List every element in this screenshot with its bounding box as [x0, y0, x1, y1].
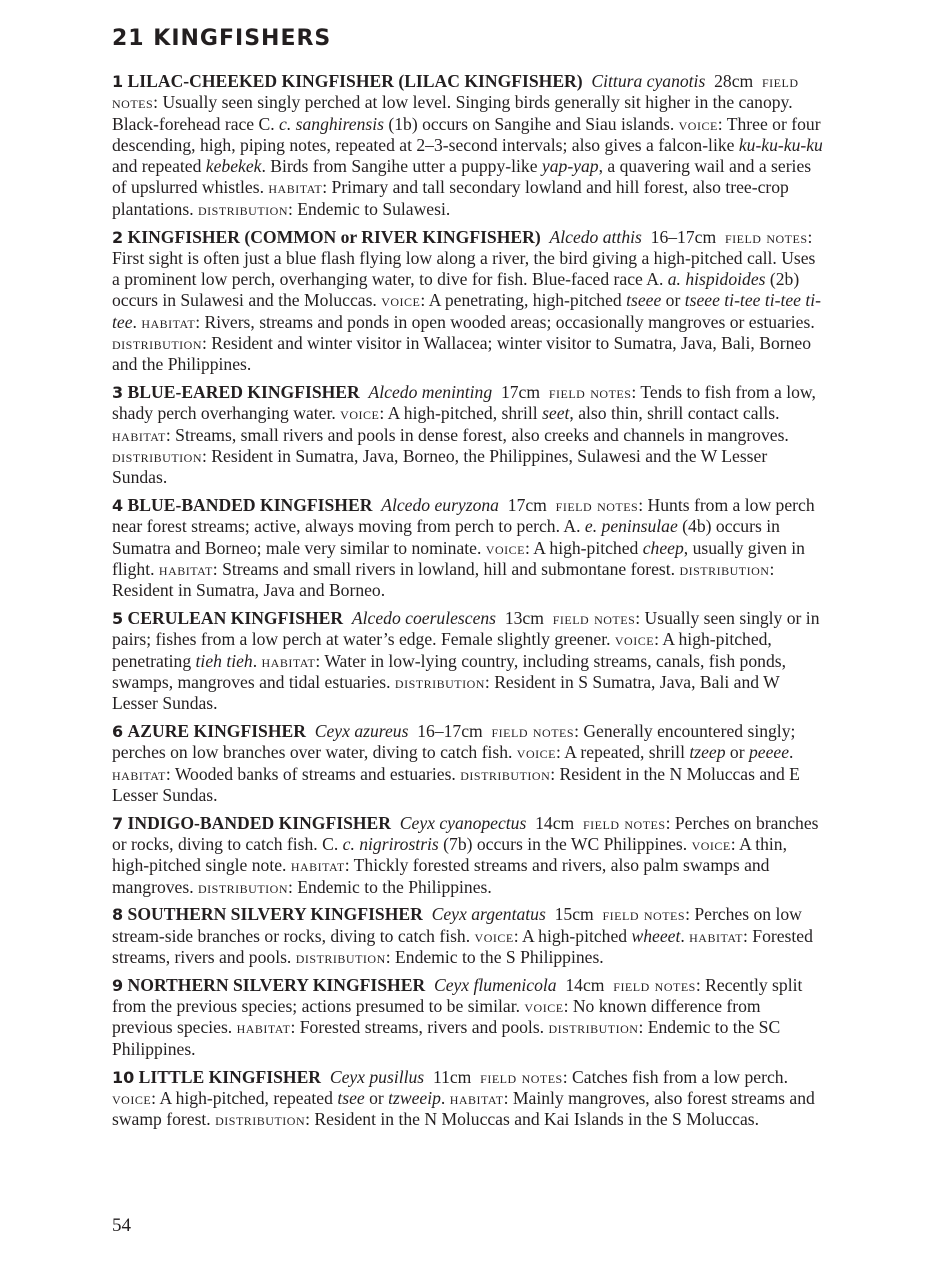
section-label: habitat [236, 1017, 291, 1038]
species-name: INDIGO-BANDED KINGFISHER [127, 812, 391, 833]
description-text: : Resident in Sumatra, Java and Borneo. [112, 559, 775, 601]
species-number: 4 [112, 496, 124, 516]
section-label: field notes [552, 608, 636, 629]
description-text: , a quavering wail and a series of upslurred whistles. [112, 156, 812, 198]
page-body [112, 26, 824, 1137]
description-text: : Resident in the N Moluccas and Kai Islands in the S Moluccas. [305, 1109, 760, 1130]
description-text: : A high-pitched, shrill [379, 403, 543, 424]
scientific-name: Alcedo meninting [368, 382, 493, 403]
body-length: 17cm [507, 495, 547, 516]
scientific-name: Ceyx azureus [314, 721, 409, 742]
section-label: habitat [158, 559, 213, 580]
species-entry [112, 495, 824, 601]
italic-text: a. hispidoides [667, 269, 766, 290]
description-text: : Endemic to the SC Philippines. [112, 1017, 781, 1059]
description-text: : Mainly mangroves, also forest streams and swamp forest. [112, 1087, 815, 1130]
section-label: field notes [555, 495, 639, 516]
species-number: 10 [112, 1067, 135, 1087]
species-name: LILAC-CHEEKED KINGFISHER (LILAC KINGFISHER) [127, 71, 583, 91]
description-text: : Water in low-lying country, including streams, canals, fish ponds, swamps, mangroves and tidal estuaries. [112, 650, 786, 693]
italic-text: e. peninsulae [584, 516, 678, 537]
species-number: 6 [112, 722, 124, 742]
species-number: 5 [112, 609, 124, 629]
description-text: : Hunts from a low perch near forest streams; active, always moving from perch to perch. A. [112, 495, 815, 537]
description-text: or [364, 1087, 389, 1108]
description-text: : Usually seen singly or in pairs; fishes from a low perch at water’s edge. Female slightly greener. [112, 608, 820, 650]
section-label: distribution [548, 1017, 639, 1038]
italic-text: cheep [642, 537, 684, 558]
description-text: : Usually seen singly perched at low level. Singing birds generally sit higher in the canopy. Black-forehead race C. [112, 92, 793, 134]
species-number: 8 [112, 905, 124, 925]
italic-text: tsee [337, 1087, 365, 1108]
italic-text: tseee [626, 290, 662, 311]
description-text: : Resident and winter visitor in Wallacea; winter visitor to Sumatra, Java, Bali, Borneo and the Philippines. [112, 333, 812, 375]
section-label: voice [614, 629, 655, 650]
section-label: voice [678, 113, 718, 134]
italic-text: tzweeip [388, 1087, 441, 1108]
description-text: . [440, 1087, 450, 1108]
body-length: 17cm [500, 382, 541, 403]
section-label: habitat [141, 311, 196, 332]
description-text: : Perches on branches or rocks, diving to catch fish. C. [112, 812, 819, 855]
scientific-name: Alcedo coerulescens [351, 608, 497, 629]
description-text: : Perches on low stream-side branches or rocks, diving to catch fish. [112, 904, 802, 946]
species-number: 2 [112, 227, 124, 247]
section-label: field notes [602, 904, 686, 925]
species-entry [112, 721, 824, 806]
species-entry [112, 1067, 824, 1131]
scientific-name: Alcedo euryzona [381, 495, 499, 516]
body-length: 16–17cm [650, 226, 717, 247]
description-text: : A high-pitched, repeated [151, 1087, 338, 1108]
description-text: . [789, 742, 794, 763]
description-text: (2b) occurs in Sulawesi and the Moluccas. [112, 269, 800, 311]
description-text: : Primary and tall secondary lowland and hill forest, also tree-crop plantations. [112, 177, 789, 219]
chapter-title: 21 KINGFISHERS [112, 26, 332, 51]
section-label: habitat [261, 650, 316, 671]
species-name: KINGFISHER (COMMON or RIVER KINGFISHER) [127, 226, 541, 247]
description-text: : A repeated, shrill [555, 742, 690, 763]
section-label: voice [524, 996, 564, 1017]
section-label: field notes [491, 721, 575, 742]
species-name: BLUE-EARED KINGFISHER [127, 382, 360, 403]
section-label: field notes [480, 1066, 563, 1087]
body-length: 28cm [714, 71, 754, 91]
description-text: and repeated [112, 156, 206, 177]
scientific-name: Cittura cyanotis [591, 71, 706, 91]
description-text: : Forested streams, rivers and pools. [112, 925, 813, 968]
description-text: or [661, 290, 685, 311]
italic-text: c. nigrirostris [342, 834, 439, 855]
description-text: : Thickly forested streams and rivers, also palm swamps and mangroves. [112, 855, 770, 897]
section-label: field notes [112, 71, 799, 113]
italic-text: ku-ku-ku-ku [738, 134, 823, 155]
description-text: : A thin, high-pitched single note. [112, 834, 787, 876]
italic-text: peeee [748, 742, 790, 763]
species-entry [112, 813, 824, 898]
page-number: 54 [112, 1215, 131, 1236]
body-length: 14cm [535, 812, 575, 833]
section-label: habitat [290, 855, 345, 876]
description-text: : Rivers, streams and ponds in open wooded areas; occasionally mangroves or estuaries. [195, 311, 815, 332]
description-text: : No known difference from previous species. [112, 996, 761, 1038]
section-label: voice [112, 1087, 152, 1108]
section-label: habitat [268, 177, 323, 198]
species-name: BLUE-BANDED KINGFISHER [127, 495, 373, 516]
body-length: 16–17cm [417, 721, 483, 742]
species-number: 3 [112, 383, 124, 403]
species-name: CERULEAN KINGFISHER [127, 608, 344, 629]
scientific-name: Ceyx argentatus [431, 904, 546, 925]
description-text: : Endemic to the Philippines. [288, 876, 492, 897]
section-label: voice [340, 403, 380, 424]
species-number: 9 [112, 975, 124, 995]
body-length: 11cm [432, 1066, 472, 1087]
species-name: AZURE KINGFISHER [127, 721, 306, 742]
section-label: distribution [198, 876, 288, 897]
species-name: NORTHERN SILVERY KINGFISHER [127, 974, 426, 995]
description-text: (4b) occurs in Sumatra and Borneo; male very similar to nominate. [112, 516, 780, 558]
italic-text: wheeet [631, 925, 681, 946]
scientific-name: Ceyx flumenicola [433, 974, 557, 995]
section-label: distribution [679, 559, 770, 580]
body-length: 15cm [554, 904, 594, 925]
body-length: 14cm [565, 974, 605, 995]
species-number: 1 [112, 72, 124, 91]
italic-text: tseee ti-tee ti-tee ti-tee [112, 290, 822, 332]
description-text: : A high-pitched [524, 537, 643, 558]
italic-text: yap-yap [541, 156, 599, 177]
description-text: . [132, 311, 142, 332]
species-entry [112, 227, 824, 376]
section-label: distribution [112, 446, 202, 467]
description-text: : Catches fish from a low perch. [562, 1066, 788, 1087]
section-label: field notes [724, 226, 808, 247]
italic-text: c. sanghirensis [279, 113, 384, 134]
section-label: voice [485, 537, 525, 558]
description-text: , usually given in flight. [112, 537, 805, 580]
description-text: : Endemic to the S Philippines. [385, 947, 604, 968]
species-number: 7 [112, 813, 124, 833]
description-text: : Recently split from the previous species; actions presumed to be similar. [112, 974, 803, 1017]
description-text: : Wooded banks of streams and estuaries. [165, 763, 461, 784]
section-label: distribution [394, 672, 485, 693]
section-label: voice [381, 290, 421, 311]
species-entry [112, 71, 824, 220]
italic-text: kebekek [205, 156, 262, 177]
description-text: . [252, 650, 262, 671]
description-text: : A high-pitched [513, 925, 632, 946]
section-label: distribution [112, 333, 202, 354]
description-text: : Three or four descending, high, piping notes, repeated at 2–3-second intervals; also gives a falcon-like [112, 113, 821, 155]
description-text: : Tends to fish from a low, shady perch overhanging water. [112, 382, 816, 424]
description-text: . Birds from Sangihe utter a puppy-like [261, 156, 542, 177]
italic-text: tzeep [689, 742, 726, 763]
description-text: : Streams and small rivers in lowland, hill and submontane forest. [212, 559, 680, 580]
scientific-name: Ceyx pusillus [329, 1066, 425, 1087]
description-text: : First sight is often just a blue flash flying low along a river, the bird giving a high-pitched call. Uses a prominent low perch, overhanging water, to dive for fish. Blue-faced race A. [112, 226, 816, 290]
section-label: distribution [198, 198, 289, 219]
species-list [112, 71, 824, 1130]
description-text: . [680, 925, 690, 946]
description-text: : Forested streams, rivers and pools. [290, 1017, 549, 1038]
section-label: voice [691, 834, 731, 855]
section-label: field notes [613, 974, 696, 995]
section-label: habitat [449, 1087, 504, 1108]
italic-text: seet [542, 403, 570, 424]
scientific-name: Ceyx cyanopectus [399, 812, 527, 833]
italic-text: tieh tieh [195, 650, 253, 671]
section-label: field notes [583, 812, 666, 833]
description-text: : A penetrating, high-pitched [420, 290, 627, 311]
section-label: distribution [215, 1109, 306, 1130]
section-label: habitat [112, 424, 166, 445]
body-length: 13cm [504, 608, 544, 629]
description-text: : Streams, small rivers and pools in dense forest, also creeks and channels in mangroves. [165, 424, 789, 445]
description-text: : A high-pitched, penetrating [112, 629, 772, 671]
species-entry [112, 904, 824, 968]
description-text: : Resident in the N Moluccas and E Lesser Sundas. [112, 763, 800, 805]
section-label: distribution [295, 947, 386, 968]
description-text: : Endemic to Sulawesi. [288, 198, 451, 219]
section-label: voice [516, 742, 556, 763]
description-text: or [725, 742, 749, 763]
species-name: LITTLE KINGFISHER [138, 1066, 322, 1087]
description-text: : Resident in Sumatra, Java, Borneo, the Philippines, Sulawesi and the W Lesser Sundas. [112, 446, 768, 488]
species-entry [112, 975, 824, 1060]
species-entry [112, 608, 824, 714]
section-label: voice [474, 925, 514, 946]
section-label: field notes [548, 382, 632, 403]
description-text: , also thin, shrill contact calls. [569, 403, 780, 424]
section-label: habitat [689, 925, 744, 946]
section-label: habitat [112, 763, 166, 784]
description-text: : Generally encountered singly; perches on low branches over water, diving to catch fish. [112, 721, 796, 763]
species-entry [112, 382, 824, 488]
description-text: (7b) occurs in the WC Philippines. [438, 834, 692, 855]
species-name: SOUTHERN SILVERY KINGFISHER [127, 904, 423, 925]
scientific-name: Alcedo atthis [549, 226, 642, 247]
description-text: (1b) occurs on Sangihe and Siau islands. [383, 113, 679, 134]
description-text: : Resident in S Sumatra, Java, Bali and W Lesser Sundas. [112, 672, 780, 714]
section-label: distribution [460, 763, 551, 784]
